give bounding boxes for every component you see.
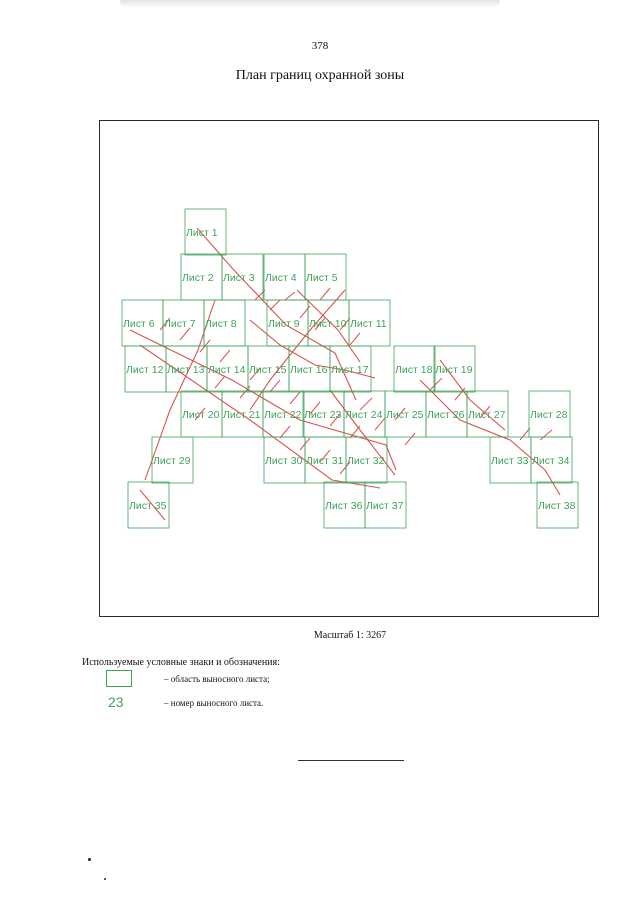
sheet-35	[128, 482, 169, 528]
route-segment	[270, 380, 280, 392]
sheet-8	[204, 300, 245, 346]
sheet-28	[529, 391, 570, 437]
sheet-label: Лист 24	[345, 409, 383, 421]
sheet-20	[181, 391, 222, 437]
page-title: План границ охранной зоны	[235, 68, 405, 83]
sheet-label: Лист 31	[306, 455, 344, 467]
route-segment	[430, 378, 442, 390]
sheet-4	[264, 254, 305, 300]
sheet-grid	[122, 209, 578, 528]
legend-sheet-number-text: – номер выносного листа.	[164, 698, 264, 708]
sheet-15	[248, 346, 289, 392]
route-segment	[405, 433, 415, 445]
sheet-label: Лист 33	[491, 455, 529, 467]
route-segment	[540, 430, 552, 440]
sheet-36	[324, 482, 365, 528]
sheet-label: Лист 21	[223, 409, 261, 421]
sheet-label: Лист 18	[395, 364, 433, 376]
sheet-1	[185, 209, 226, 255]
sheet-label: Лист 34	[532, 455, 570, 467]
sheet-label: Лист 7	[164, 318, 196, 330]
route-segment	[350, 333, 360, 345]
sheet-label: Лист 36	[325, 500, 363, 512]
route-segment	[280, 426, 290, 438]
sheet-label: Лист 10	[309, 318, 347, 330]
sheet-2	[181, 254, 222, 300]
scan-shadow	[120, 0, 500, 8]
scan-speck	[104, 878, 106, 880]
sheet-label: Лист 19	[435, 364, 473, 376]
route-segment	[220, 350, 230, 362]
sheet-33	[490, 437, 531, 483]
sheet-label: Лист 16	[290, 364, 328, 376]
sheet-19	[434, 346, 475, 392]
sheet-label: Лист 3	[223, 272, 255, 284]
sheet-7	[163, 300, 204, 346]
sheet-label: Лист 29	[153, 455, 191, 467]
sheet-27	[467, 391, 508, 437]
page-number: 378	[311, 40, 329, 52]
sheet-label: Лист 2	[182, 272, 214, 284]
sheet-label: Лист 17	[331, 364, 369, 376]
sheet-label: Лист 11	[350, 318, 387, 330]
sheet-label: Лист 22	[264, 409, 302, 421]
map-scale: Масштаб 1: 3267	[313, 630, 387, 641]
protection-zone-map	[99, 120, 599, 617]
sheet-38	[537, 482, 578, 528]
sheet-label: Лист 15	[249, 364, 287, 376]
sheet-label: Лист 20	[182, 409, 220, 421]
sheet-17	[330, 346, 371, 392]
sheet-34	[531, 437, 572, 483]
sheet-30	[264, 437, 305, 483]
sheet-6	[122, 300, 163, 346]
sheet-label: Лист 35	[129, 500, 167, 512]
route-segment	[215, 376, 225, 388]
sheet-label: Лист 5	[306, 272, 338, 284]
legend-sheet-area-symbol	[106, 670, 132, 687]
sheet-label: Лист 27	[468, 409, 506, 421]
route-segment	[255, 290, 265, 300]
scan-speck	[88, 858, 91, 861]
sheet-label: Лист 8	[205, 318, 237, 330]
sheet-13	[166, 346, 207, 392]
route-segment	[285, 292, 295, 300]
sheet-3	[222, 254, 263, 300]
sheet-31	[305, 437, 346, 483]
sheet-25	[385, 391, 426, 437]
legend-sheet-area-text: – область выносного листа;	[164, 674, 270, 684]
route-segment	[320, 288, 330, 300]
sheet-label: Лист 4	[265, 272, 297, 284]
sheet-label: Лист 6	[123, 318, 155, 330]
sheet-label: Лист 26	[427, 409, 465, 421]
sheet-26	[426, 391, 467, 437]
sheet-label: Лист 38	[538, 500, 576, 512]
route-segment	[520, 428, 530, 440]
sheet-label: Лист 28	[530, 409, 568, 421]
sheet-label: Лист 32	[347, 455, 385, 467]
sheet-label: Лист 37	[366, 500, 404, 512]
sheet-label: Лист 25	[386, 409, 424, 421]
sheet-label: Лист 1	[186, 227, 218, 239]
sheet-21	[222, 391, 263, 437]
sheet-16	[289, 346, 330, 392]
route-segment	[290, 392, 300, 404]
legend-sheet-number-symbol: 23	[108, 694, 124, 710]
sheet-37	[365, 482, 406, 528]
route-segment	[455, 388, 465, 400]
signature-line	[298, 760, 404, 761]
sheet-label: Лист 9	[268, 318, 300, 330]
sheet-label: Лист 14	[208, 364, 246, 376]
sheet-12	[125, 346, 166, 392]
route-segment	[270, 300, 280, 310]
sheet-label: Лист 23	[304, 409, 342, 421]
sheet-18	[394, 346, 435, 392]
sheet-label: Лист 13	[167, 364, 205, 376]
legend-title: Используемые условные знаки и обозначения:	[82, 657, 280, 668]
route-segment	[300, 306, 310, 318]
sheet-label: Лист 12	[126, 364, 164, 376]
sheet-label: Лист 30	[265, 455, 303, 467]
sheet-22	[263, 391, 304, 437]
sheet-24	[344, 391, 385, 437]
sheet-23	[303, 391, 344, 437]
